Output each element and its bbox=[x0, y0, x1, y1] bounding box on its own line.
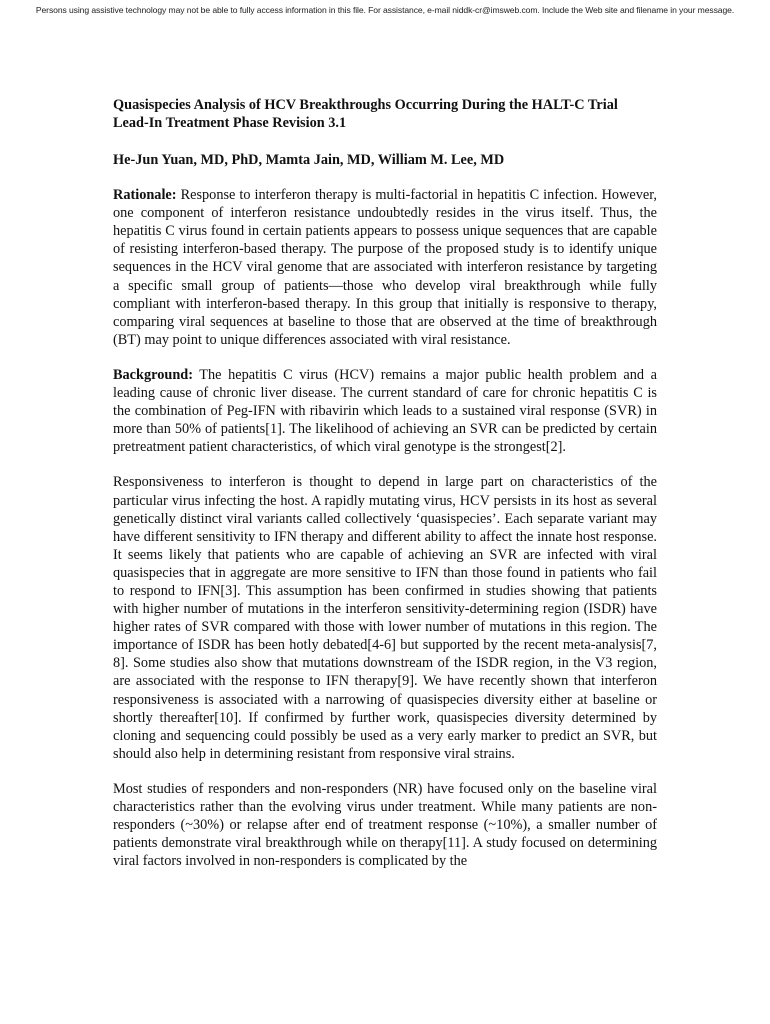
responsiveness-paragraph: Responsiveness to interferon is thought to depend in large part on characteristics of the particular virus infecting the host. A rapidly mutating virus, HCV persists in its host as several genetically distinct viral variants called collectively ‘quasispecies’. Each separate variant may have different sensitivity to IFN therapy and different ability to affect the innate host response. It seems likely that patients who are capable of achieving an SVR are infected with viral quasispecies that in aggregate are more sensitive to IFN than those found in patients who fail to respond to IFN[3]. This assumption has been confirmed in studies showing that patients with higher number of mutations in the interferon sensitivity-determining region (ISDR) have higher rates of SVR compared with those with lower number of mutations in this region. The importance of ISDR has been hotly debated[4-6] but supported by the recent meta-analysis[7, 8]. Some studies also show that mutations downstream of the ISDR region, in the V3 region, are associated with the response to IFN therapy[9]. We have recently shown that interferon responsiveness is associated with a narrowing of quasispecies diversity either at baseline or shortly thereafter[10]. If confirmed by further work, quasispecies diversity determined by cloning and sequencing could possibly be used as a very early marker to predict an SVR, but should also help in determining resistant from responsive viral strains. bbox=[113, 474, 657, 762]
rationale-paragraph bbox=[113, 186, 657, 349]
rationale-label: Rationale: bbox=[113, 187, 177, 204]
rationale-text: Response to interferon therapy is multi-factorial in hepatitis C infection. However, one component of interferon resistance undoubtedly resides in the virus itself. Thus, the hepatitis C virus found in certain patients appears to possess unique sequences that are capable of resisting interferon-based therapy. The purpose of the proposed study is to identify unique sequences in the HCV viral genome that are associated with interferon resistance by targeting a specific small group of patients—those who develop viral breakthrough while fully compliant with interferon-based therapy. In this group that initially is responsive to therapy, comparing viral sequences at baseline to those that are observed at the time of breakthrough (BT) may point to unique differences associated with viral resistance. bbox=[113, 187, 657, 348]
title-line-2: Lead-In Treatment Phase Revision 3.1 bbox=[113, 115, 347, 131]
document-body bbox=[113, 96, 657, 870]
accessibility-notice: Persons using assistive technology may not be able to fully access information in this file. For assistance, e-mail niddk-cr@imsweb.com. Include the Web site and filename in your message. bbox=[35, 5, 735, 15]
background-text: The hepatitis C virus (HCV) remains a major public health problem and a leading cause of chronic liver disease. The current standard of care for chronic hepatitis C is the combination of Peg-IFN with ribavirin which leads to a sustained viral response (SVR) in more than 50% of patients[1]. The likelihood of achieving an SVR can be predicted by certain pretreatment patient characteristics, of which viral genotype is the strongest[2]. bbox=[113, 366, 657, 456]
background-label: Background: bbox=[113, 366, 193, 383]
author-list: He-Jun Yuan, MD, PhD, Mamta Jain, MD, William M. Lee, MD bbox=[113, 152, 505, 168]
document-title bbox=[113, 96, 657, 132]
title-line-1: Quasispecies Analysis of HCV Breakthroughs Occurring During the HALT-C Trial bbox=[113, 97, 618, 113]
responders-paragraph: Most studies of responders and non-responders (NR) have focused only on the baseline viral characteristics rather than the evolving virus under treatment. While many patients are non-responders (~30%) or relapse after end of treatment response (~10%), a smaller number of patients demonstrate viral breakthrough while on therapy[11]. A study focused on determining viral factors involved in non-responders is complicated by the bbox=[113, 780, 657, 870]
background-paragraph bbox=[113, 366, 657, 456]
